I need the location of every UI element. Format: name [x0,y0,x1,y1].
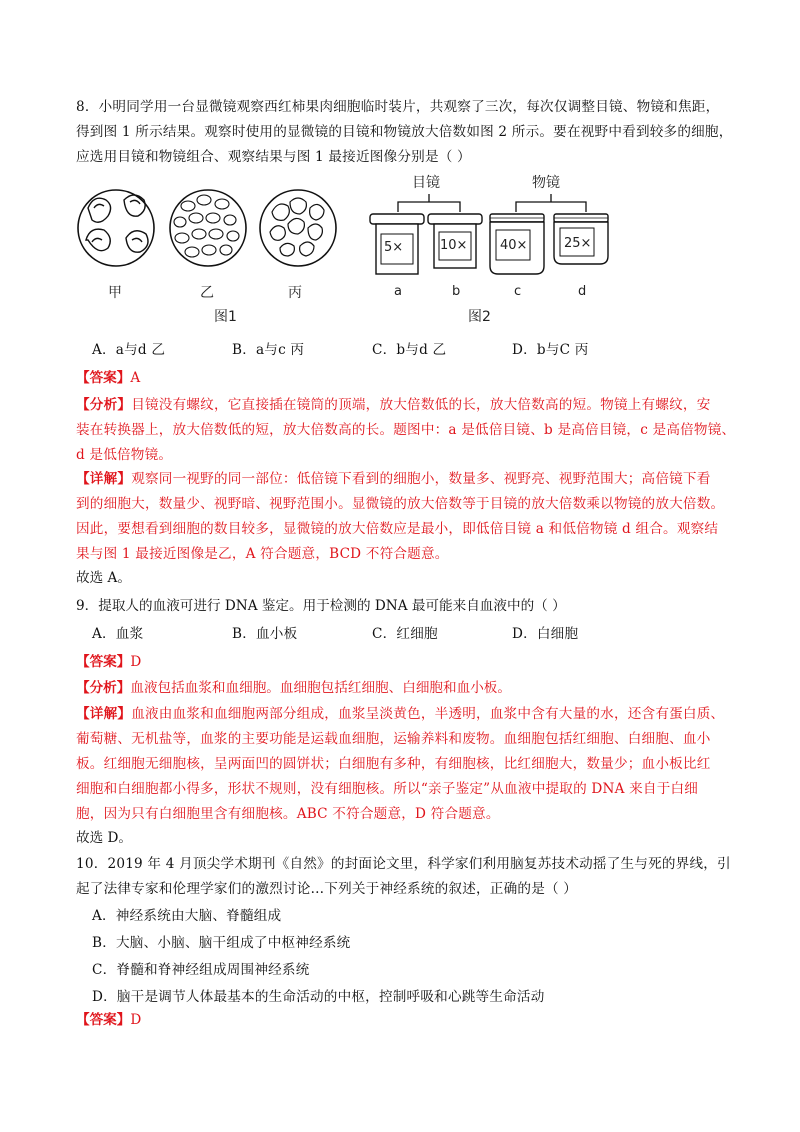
q10-line-2: 起了法律专家和伦理学家们的激烈讨论…下列关于神经系统的叙述，正确的是（ ） [76,881,578,897]
q8-option-d[interactable]: D．b与C 丙 [512,342,589,358]
q8-figures [76,175,636,338]
q8-detail [76,467,736,567]
q8-line-3: 应选用目镜和物镜组合、观察结果与图 1 最接近图像分别是（ ） [76,149,471,165]
q10-answer-tag: 【答案】 [76,1012,131,1028]
field-bing [260,190,336,266]
q8-line-2: 得到图 1 所示结果。观察时使用的显微镜的目镜和物镜放大倍数如图 2 所示。要在视野中看到较多的细胞， [76,124,733,140]
q10-option-c[interactable]: C．脊髓和脊神经组成周围神经系统 [92,962,310,978]
q8-answer-value: A [130,370,141,386]
q10-answer [76,1008,141,1033]
q8-detail-line-2: 到的细胞大，数量少、视野暗、视野范围小。显微镜的放大倍数等于目镜的放大倍数乘以物镜的放大倍数。 [76,496,725,512]
q10-line-1: 10．2019 年 4 月顶尖学术期刊《自然》的封面论文里，科学家们利用脑复苏技术动摇了生与死的界线，引 [76,856,731,872]
q9-answer [76,650,141,675]
q9-analysis-text: 血液包括血浆和血细胞。血细胞包括红细胞、白细胞和血小板。 [130,680,511,696]
q9-options [92,622,692,647]
field-yi [170,190,246,266]
q9-detail [76,702,736,827]
figure-2-caption: 图2 [468,309,491,325]
lens-b-letter: b [452,284,461,299]
q8-analysis-line-1: 目镜没有螺纹，它直接插在镜筒的顶端，放大倍数低的长，放大倍数高的短。物镜上有螺纹，安 [131,397,711,413]
field-bing-label: 丙 [288,285,302,301]
q8-analysis-line-2: 装在转换器上，放大倍数低的短，放大倍数高的长。题图中：a 是低倍目镜、b 是高倍目镜，c 是高倍物镜、 [76,422,736,438]
q9-conclusion: 故选 D。 [76,830,133,846]
q8-option-c[interactable]: C．b与d 乙 [372,342,447,358]
objective-title: 物镜 [532,175,560,191]
q9-detail-line-5: 胞，因为只有白细胞里含有细胞核。ABC 不符合题意，D 符合题意。 [76,806,500,822]
q9-answer-value: D [130,654,142,670]
q9-option-b[interactable]: B．血小板 [232,626,298,642]
q8-detail-line-3: 因此，要想看到细胞的数目较多，显微镜的放大倍数应是最小，即低倍目镜 a 和低倍物镜 d 组合。观察结 [76,521,719,537]
lens-b-mag: 10× [440,238,468,253]
q8-analysis-line-3: d 是低倍物镜。 [76,447,173,463]
q8-analysis [76,393,736,468]
q8-conclusion: 故选 A。 [76,570,131,586]
q10-options [92,904,752,1012]
field-jia [78,190,154,266]
lens-d-mag: 25× [564,236,592,251]
q8-option-a[interactable]: A．a与d 乙 [92,342,166,358]
q9-option-a[interactable]: A．血浆 [92,626,144,642]
q8-answer [76,366,140,391]
field-yi-label: 乙 [200,285,214,301]
field-jia-label: 甲 [108,285,122,301]
q9-detail-line-4: 细胞和白细胞都小得多，形状不规则，没有细胞核。所以“亲子鉴定”从血液中提取的 DNA 来自于白细 [76,781,699,797]
q8-detail-line-4: 果与图 1 最接近图像是乙，A 符合题意，BCD 不符合题意。 [76,546,449,562]
q9-option-c[interactable]: C．红细胞 [372,626,438,642]
q8-line-1: 8．小明同学用一台显微镜观察西红柿果肉细胞临时装片，共观察了三次，每次仅调整目镜、物镜和焦距， [76,99,720,115]
figure-1-caption: 图1 [214,309,237,325]
q8-options [92,338,692,363]
q10-option-b[interactable]: B．大脑、小脑、脑干组成了中枢神经系统 [92,935,351,951]
lens-d-letter: d [578,284,587,299]
q8-detail-line-1: 观察同一视野的同一部位：低倍镜下看到的细胞小，数量多、视野亮、视野范围大；高倍镜下看 [131,471,711,487]
q10-option-a[interactable]: A．神经系统由大脑、脊髓组成 [92,908,282,924]
q8-analysis-tag: 【分析】 [76,397,132,413]
q8-figures-svg [76,178,636,338]
q8-detail-tag: 【详解】 [76,471,132,487]
lens-a-mag: 5× [384,240,404,255]
q8-option-b[interactable]: B．a与c 丙 [232,342,305,358]
question-9-stem: 9．提取人的血液可进行 DNA 鉴定。用于检测的 DNA 最可能来自血液中的（ ） [76,598,566,614]
lens-a-letter: a [394,284,402,299]
q10-option-d[interactable]: D．脑干是调节人体最基本的生命活动的中枢，控制呼吸和心跳等生命活动 [92,989,545,1005]
q9-detail-line-1: 血液由血浆和血细胞两部分组成，血浆呈淡黄色，半透明，血浆中含有大量的水，还含有蛋白质、 [131,706,725,722]
q9-analysis-tag: 【分析】 [76,680,131,696]
question-8-stem [76,95,736,170]
lens-c-letter: c [514,284,522,299]
lens-c-mag: 40× [500,238,528,253]
q9-detail-line-3: 板。红细胞无细胞核，呈两面凹的圆饼状；白细胞有多种，有细胞核，比红细胞大，数量少；血小板比红 [76,756,711,772]
eyepiece-title: 目镜 [412,175,440,191]
question-10-stem [76,852,736,902]
q9-answer-tag: 【答案】 [76,654,131,670]
q9-option-d[interactable]: D．白细胞 [512,626,579,642]
q9-analysis [76,676,511,701]
q10-answer-value: D [130,1012,142,1028]
bracket-objective [516,194,586,212]
bracket-eyepiece [398,194,460,212]
q8-answer-tag: 【答案】 [76,370,131,386]
q9-detail-tag: 【详解】 [76,706,132,722]
q9-detail-line-2: 葡萄糖、无机盐等，血浆的主要功能是运载血细胞，运输养料和废物。血细胞包括红细胞、白细胞、血小 [76,731,711,747]
